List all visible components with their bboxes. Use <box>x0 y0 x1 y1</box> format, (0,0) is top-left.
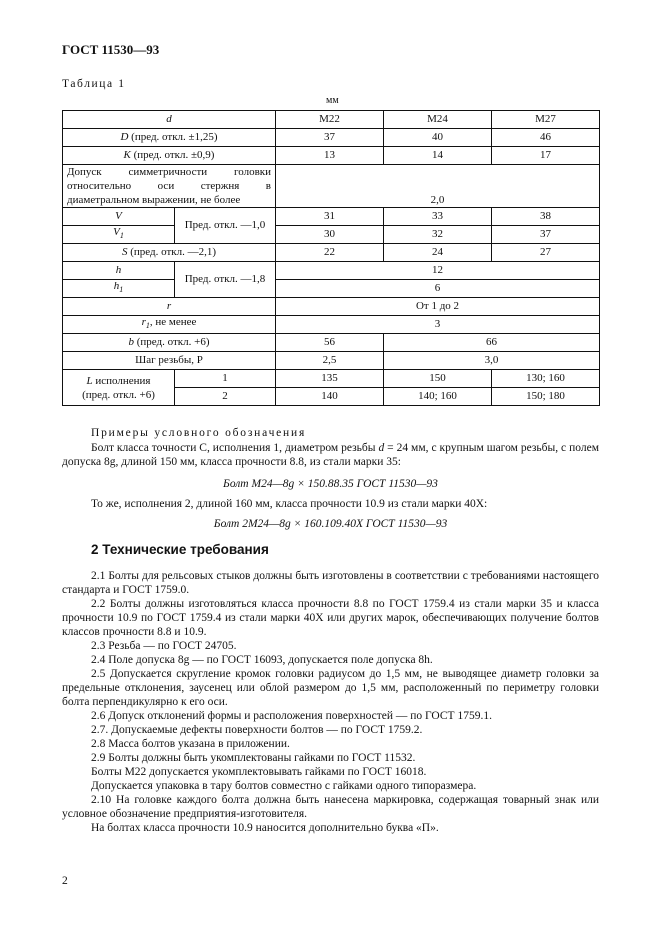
param-S: S (пред. откл. —2,1) <box>63 244 276 262</box>
cell: 37 <box>492 226 600 244</box>
cell: От 1 до 2 <box>276 298 600 316</box>
clause-2-1: 2.1 Болты для рельсовых стыков должны быть изготовлены в соответствии с требованиями настоящего стандарта и ГОСТ 1759.0. <box>62 570 599 596</box>
cell: 3 <box>276 316 600 334</box>
cell: 135 <box>276 370 384 388</box>
param-r1: $r_1$, не менее <box>63 316 276 334</box>
cell: 14 <box>384 147 492 165</box>
clause-2-10: 2.10 На головке каждого болта должна быть нанесена маркировка, содержащая товарный знак или условное обозначение предприятия-изготовителя. <box>62 794 599 820</box>
cell: 2,5 <box>276 352 384 370</box>
example-paragraph-2: То же, исполнения 2, длиной 160 мм, класса прочности 10.9 из стали марки 40Х: <box>91 498 488 510</box>
table-caption: Таблица 1 <box>62 78 126 90</box>
cell: 37 <box>276 129 384 147</box>
clause-2-8: 2.8 Масса болтов указана в приложении. <box>91 738 290 750</box>
table-row <box>63 316 600 334</box>
tol-V: Пред. откл. —1,0 <box>175 208 276 244</box>
cell: 150; 180 <box>492 388 600 406</box>
cell: 31 <box>276 208 384 226</box>
param-V1: $V_1$ <box>63 226 175 244</box>
cell: 46 <box>492 129 600 147</box>
table-row <box>63 147 600 165</box>
param-r: r <box>63 298 276 316</box>
param-d: d <box>63 111 276 129</box>
cell: 2,0 <box>276 165 600 208</box>
table-row <box>63 208 600 226</box>
cell: 130; 160 <box>492 370 600 388</box>
cell: 33 <box>384 208 492 226</box>
cell: 12 <box>276 262 600 280</box>
cell: 30 <box>276 226 384 244</box>
table-row <box>63 352 600 370</box>
cell: 13 <box>276 147 384 165</box>
param-L: L исполнения (пред. откл. +6) <box>63 370 175 406</box>
table-row <box>63 165 600 208</box>
table-row <box>63 280 600 298</box>
cell: 140 <box>276 388 384 406</box>
cell: 32 <box>384 226 492 244</box>
dimensions-table <box>62 110 600 406</box>
col-m24: М24 <box>384 111 492 129</box>
param-D: D (пред. откл. ±1,25) <box>63 129 276 147</box>
cell: 40 <box>384 129 492 147</box>
examples-title: Примеры условного обозначения <box>91 427 307 439</box>
clause-2-10-note: На болтах класса прочности 10.9 наносится дополнительно буква «П». <box>91 822 439 834</box>
table-row <box>63 244 600 262</box>
cell: 27 <box>492 244 600 262</box>
param-K: K (пред. откл. ±0,9) <box>63 147 276 165</box>
tol-h: Пред. откл. —1,8 <box>175 262 276 298</box>
table-row <box>63 129 600 147</box>
cell: 56 <box>276 334 384 352</box>
cell: 3,0 <box>384 352 600 370</box>
cell: 22 <box>276 244 384 262</box>
cell: 2 <box>175 388 276 406</box>
param-b: b (пред. откл. +6) <box>63 334 276 352</box>
cell: 17 <box>492 147 600 165</box>
example-paragraph-1: Болт класса точности С, исполнения 1, диаметром резьбы d = 24 мм, с крупным шагом резьбы, с полем допуска 8g, длиной 150 мм, класса прочности 8.8, из стали марки 35: <box>62 442 599 468</box>
param-pitch: Шаг резьбы, Р <box>63 352 276 370</box>
cell: 1 <box>175 370 276 388</box>
table-row <box>63 370 600 388</box>
clause-2-6: 2.6 Допуск отклонений формы и расположения поверхностей — по ГОСТ 1759.1. <box>91 710 492 722</box>
cell: 140; 160 <box>384 388 492 406</box>
table-row <box>63 334 600 352</box>
table-header-row <box>63 111 600 129</box>
clause-2-7: 2.7. Допускаемые дефекты поверхности болтов — по ГОСТ 1759.2. <box>91 724 423 736</box>
clause-2-9: 2.9 Болты должны быть укомплектованы гайками по ГОСТ 11532. <box>91 752 416 764</box>
clause-2-2: 2.2 Болты должны изготовляться класса прочности 8.8 по ГОСТ 1759.4 из стали марки 35 и класса прочности 10.9 по ГОСТ 1759.4 из стали марки 40Х или других марок, обеспечивающих получение болтов классов прочности 8.8 и 10.9. <box>62 598 599 638</box>
document-header: ГОСТ 11530—93 <box>62 42 160 57</box>
cell: 6 <box>276 280 600 298</box>
clause-2-5: 2.5 Допускается скругление кромок головки радиусом до 1,5 мм, не выводящее диаметр головки за предельные отклонения, заусенец или облой размером до 1,5 мм, расположенный по периметру головки болта перпендикулярно к его оси. <box>62 668 599 708</box>
param-symmetry: Допуск симметричности головки относительно оси стержня в диаметральном выражении, не более <box>63 165 276 208</box>
cell: 150 <box>384 370 492 388</box>
section-title: 2 Технические требования <box>91 542 269 557</box>
param-V: V <box>63 208 175 226</box>
designation-example-2: Болт 2М24—8g × 160.109.40Х ГОСТ 11530—93 <box>213 518 448 530</box>
col-m27: М27 <box>492 111 600 129</box>
param-h1: $h_1$ <box>63 280 175 298</box>
col-m22: М22 <box>276 111 384 129</box>
table-row <box>63 262 600 280</box>
table-row <box>63 226 600 244</box>
table-row <box>63 298 600 316</box>
designation-example-1: Болт М24—8g × 150.88.35 ГОСТ 11530—93 <box>223 478 438 490</box>
clause-2-4: 2.4 Поле допуска 8g — по ГОСТ 16093, допускается поле допуска 8h. <box>91 654 433 666</box>
cell: 66 <box>384 334 600 352</box>
clause-2-9-note: Болты М22 допускается укомплектовывать гайками по ГОСТ 16018. <box>91 766 427 778</box>
table-unit: мм <box>326 95 339 106</box>
cell: 38 <box>492 208 600 226</box>
cell: 24 <box>384 244 492 262</box>
clause-2-9-packaging: Допускается упаковка в тару болтов совместно с гайками одного типоразмера. <box>91 780 477 792</box>
param-h: h <box>63 262 175 280</box>
page-number: 2 <box>62 875 68 887</box>
clause-2-3: 2.3 Резьба — по ГОСТ 24705. <box>91 640 237 652</box>
